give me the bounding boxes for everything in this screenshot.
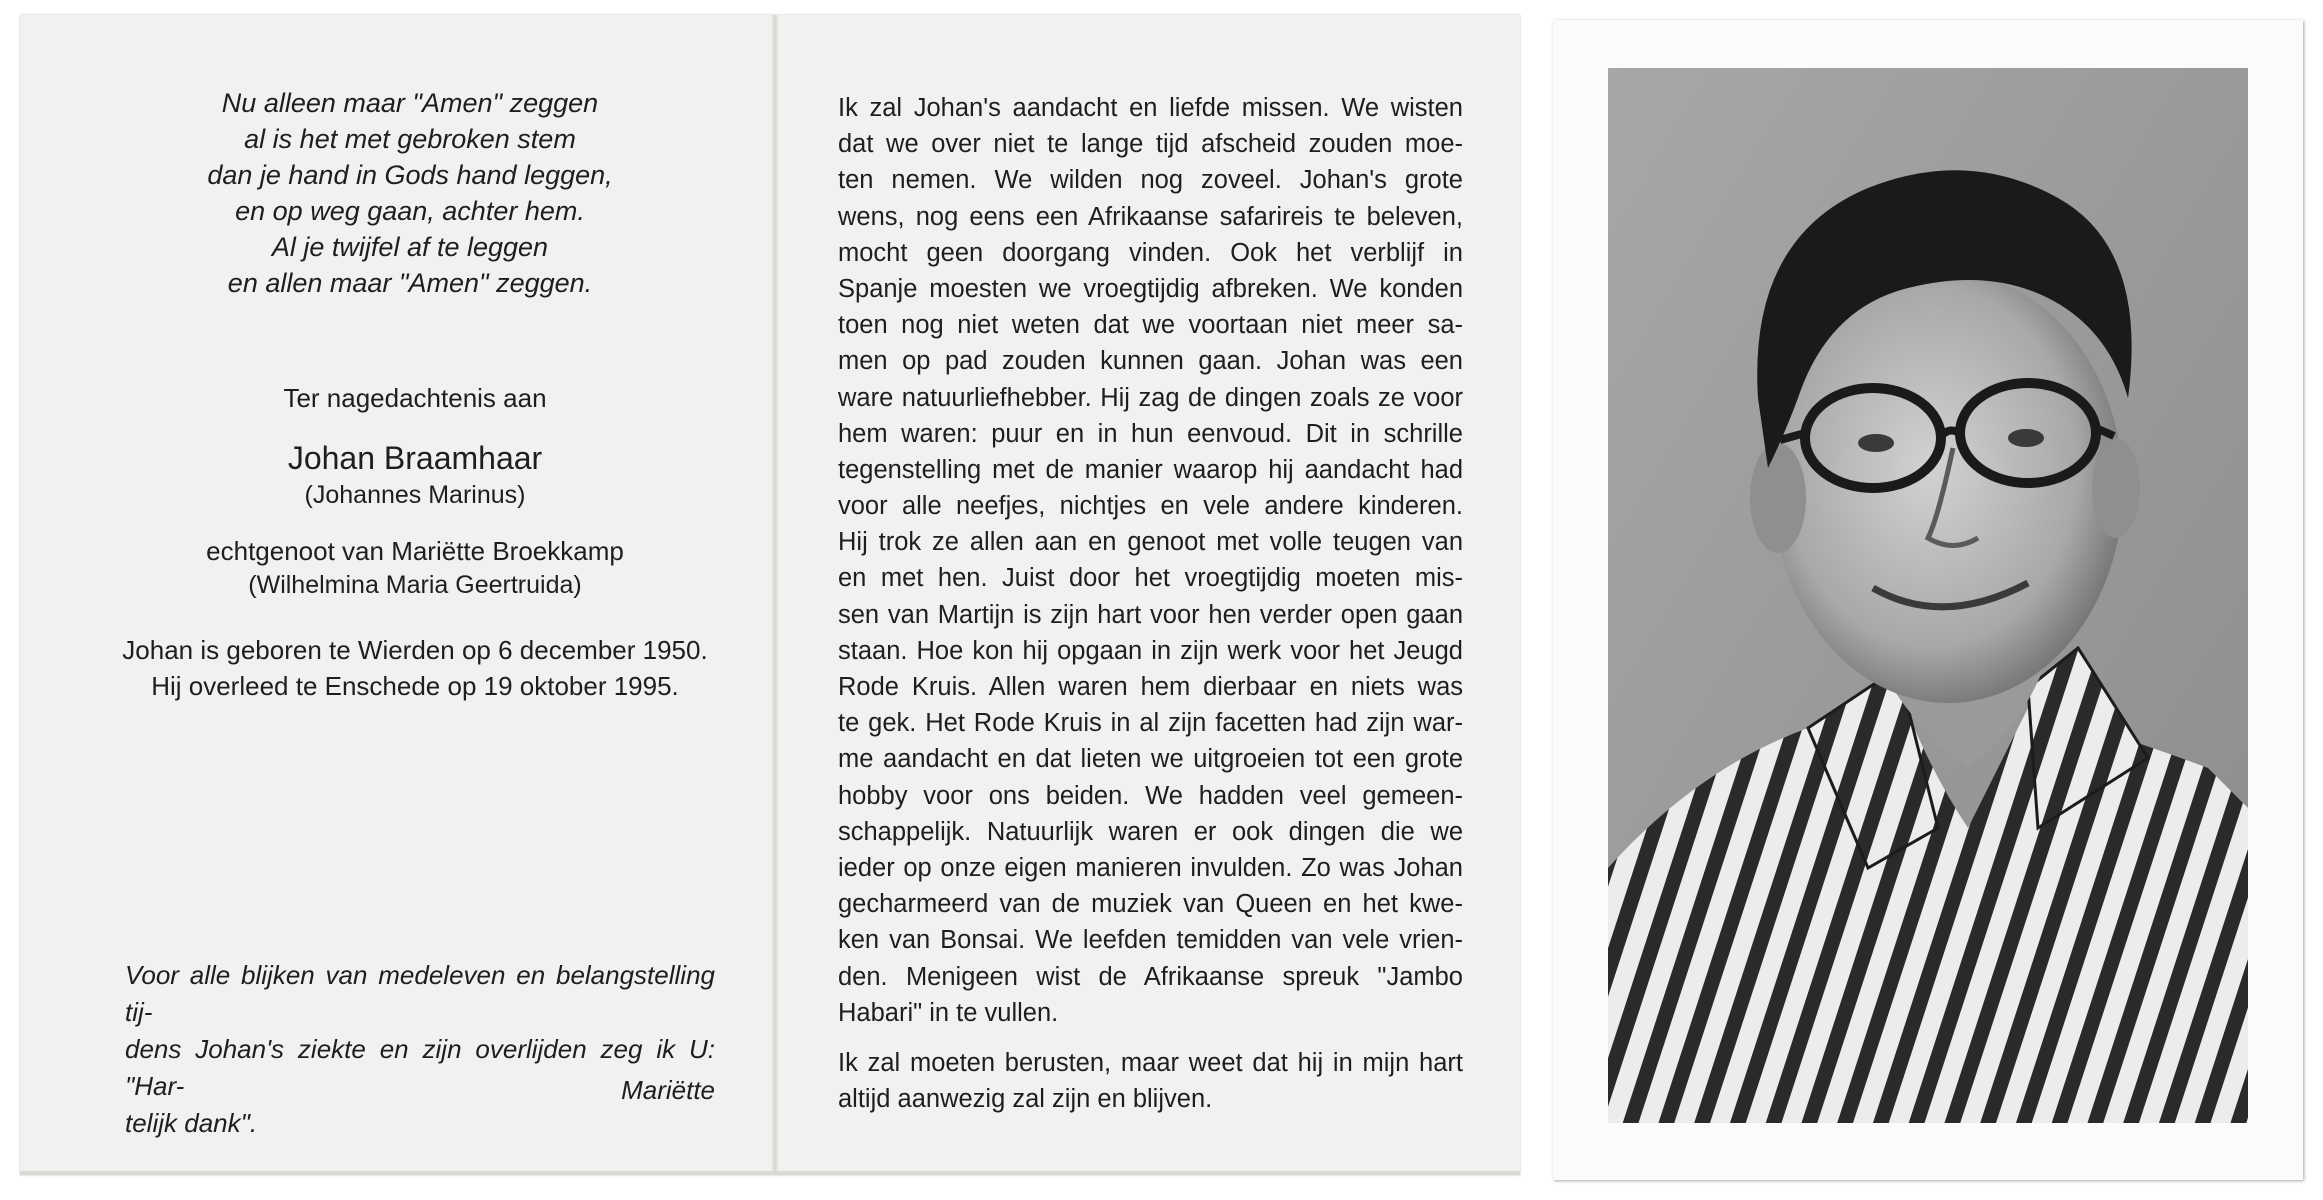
letter-line: den. Menigeen wist de Afrikaanse spreuk "Jambo — [838, 962, 1463, 991]
photo-card — [1553, 20, 2303, 1180]
letter-line: altijd aanwezig zal zijn en blijven. — [838, 1085, 1213, 1114]
spouse-full-name: (Wilhelmina Maria Geertruida) — [248, 571, 582, 599]
left-page — [20, 15, 772, 1175]
letter-line: staan. Hoe kon hij opgaan in zijn werk voor het Jeugd — [838, 636, 1463, 665]
poem-line: Nu alleen maar "Amen" zeggen — [221, 88, 599, 118]
poem — [110, 85, 710, 301]
poem-line: al is het met gebroken stem — [244, 124, 576, 154]
letter-line: ken van Bonsai. We leefden temidden van vele vrien- — [838, 926, 1463, 955]
letter-line: Habari" in te vullen. — [838, 998, 1059, 1027]
letter-line: wens, nog eens een Afrikaanse safarireis te beleven, — [838, 202, 1463, 231]
letter-line: gecharmeerd van de muziek van Queen en het kwe- — [838, 890, 1463, 919]
letter-line: tegenstelling met de manier waarop hij aandacht had — [838, 455, 1463, 484]
letter-line: te gek. Het Rode Kruis in al zijn facetten had zijn war- — [838, 709, 1463, 738]
letter-line: men op pad zouden kunnen gaan. Johan was een — [838, 347, 1463, 376]
letter-line: Rode Kruis. Allen waren hem dierbaar en niets was — [838, 673, 1463, 701]
death-line: Hij overleed te Enschede op 19 oktober 1995. — [151, 671, 679, 701]
letter-line: Ik zal Johan's aandacht en liefde missen. We wisten — [838, 94, 1463, 122]
letter-line: dat we over niet te lange tijd afscheid zouden moe- — [838, 130, 1463, 159]
birth-line: Johan is geboren te Wierden op 6 december 1950. — [122, 635, 708, 665]
letter-line: en met hen. Juist door het vroegtijdig moeten mis- — [838, 564, 1463, 593]
memorial-block — [60, 380, 770, 704]
deceased-full-name: (Johannes Marinus) — [304, 481, 526, 509]
thanks-note — [125, 957, 715, 1142]
poem-line: Al je twijfel af te leggen — [271, 232, 549, 262]
letter-line: me aandacht en dat lieten we uitgroeien tot een grote — [838, 745, 1463, 774]
letter-line: ieder op onze eigen manieren invulden. Zo was Johan — [838, 853, 1463, 882]
letter-line: ware natuurliefhebber. Hij zag de dingen zoals ze voor — [838, 383, 1463, 412]
letter-line: sen van Martijn is zijn hart voor hen verder open gaan — [838, 600, 1463, 629]
letter-line: hem waren: puur en in hun eenvoud. Dit in schrille — [838, 419, 1463, 448]
thanks-line: dens Johan's ziekte en zijn overlijden zeg ik U: "Har- — [125, 1034, 715, 1101]
thanks-line: Voor alle blijken van medeleven en belangstelling tij- — [125, 960, 715, 1027]
letter-line: Ik zal moeten berusten, maar weet dat hij in mijn hart — [838, 1048, 1463, 1077]
deceased-name: Johan Braamhaar — [287, 440, 543, 476]
letter-text — [838, 90, 1463, 1117]
poem-line: dan je hand in Gods hand leggen, — [207, 160, 613, 190]
poem-line: en allen maar "Amen" zeggen. — [227, 268, 593, 298]
letter-line: Spanje moesten we vroegtijdig afbreken. We konden — [838, 274, 1463, 303]
letter-line: toen nog niet weten dat we voortaan niet meer sa- — [838, 311, 1463, 340]
letter-line: mocht geen doorgang vinden. Ook het verblijf in — [838, 238, 1463, 267]
letter-line: Hij trok ze allen aan en genoot met volle teugen van — [838, 528, 1463, 557]
life-dates — [60, 632, 770, 704]
paragraph-gap — [838, 1031, 1463, 1045]
letter-line: hobby voor ons beiden. We hadden veel gemeen- — [838, 781, 1463, 810]
letter-line: schappelijk. Natuurlijk waren er ook dingen die we — [838, 817, 1463, 846]
letter-line: voor alle neefjes, nichtjes en vele andere kinderen. — [838, 492, 1463, 521]
signature: Mariëtte — [621, 1075, 715, 1105]
spouse-line: echtgenoot van Mariëtte Broekkamp — [206, 536, 624, 566]
portrait-illustration — [1608, 68, 2248, 1123]
thanks-line: telijk dank". — [125, 1108, 258, 1138]
letter-line: ten nemen. We wilden nog zoveel. Johan's grote — [838, 166, 1463, 195]
memorial-card-folded — [20, 15, 1520, 1175]
portrait-photo — [1608, 68, 2248, 1123]
right-page — [778, 15, 1520, 1175]
memorial-intro: Ter nagedachtenis aan — [283, 383, 547, 413]
poem-line: en op weg gaan, achter hem. — [235, 196, 585, 226]
